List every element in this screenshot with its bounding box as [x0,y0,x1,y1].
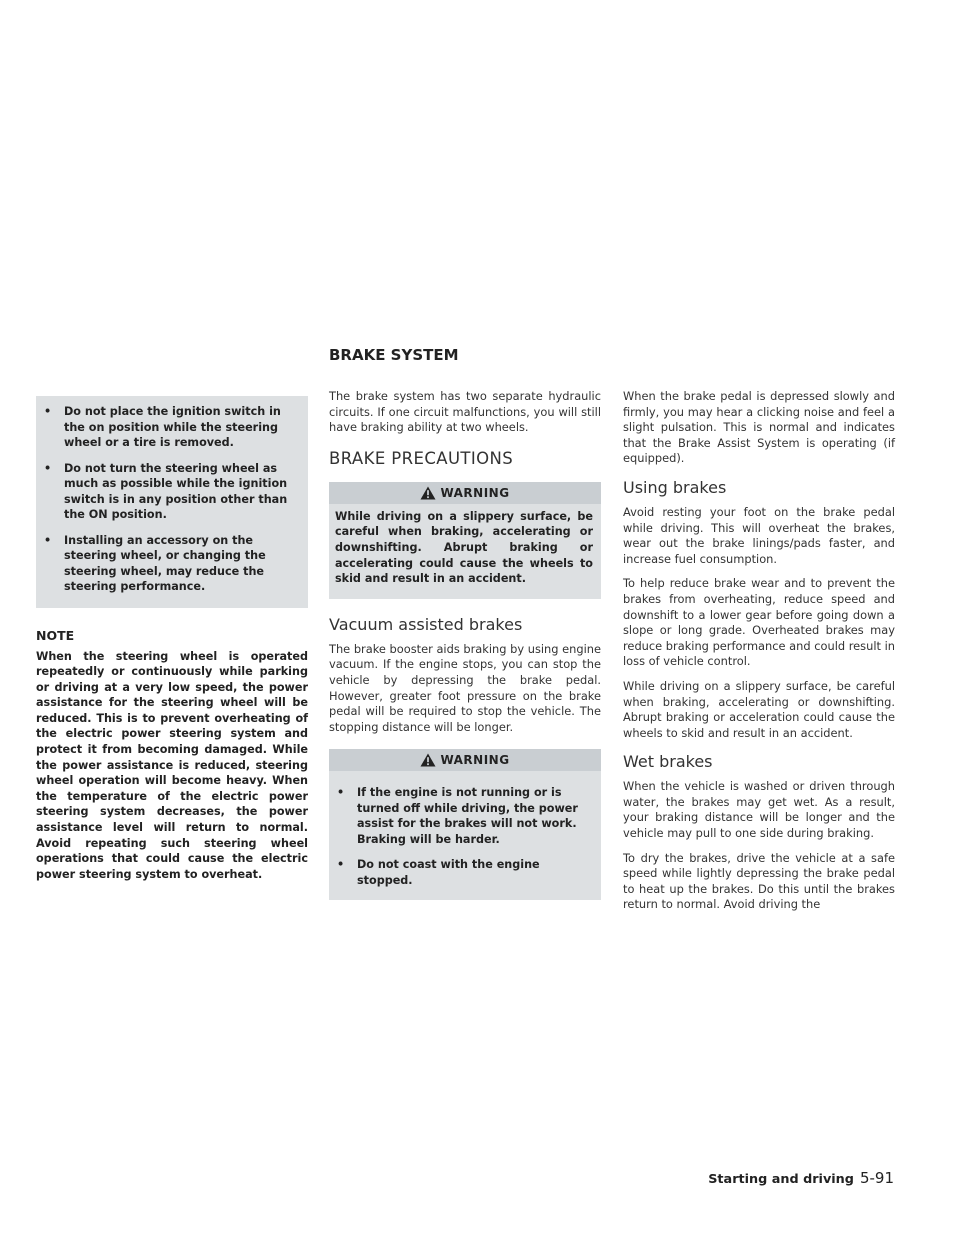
using-brakes-heading: Using brakes [623,477,727,497]
chapter-name: Starting and driving [708,1172,854,1187]
warning-bullet: • Do not place the ignition switch in the on position while the steering wheel or a tire is removed. [44,405,281,449]
column-2 [329,0,601,900]
wet-brakes-heading: Wet brakes [623,752,713,772]
page-number: 5-91 [859,1169,894,1187]
warning-bullet: • If the engine is not running or is turned off while driving, the power assist for the brakes will not work. Braking will be harder. [337,786,578,846]
wet-brakes-p1: When the vehicle is washed or driven through water, the brakes may get wet. As a result, your braking distance will be longer and the vehicle may pull to one side during braking. [623,779,895,841]
warning-triangle-icon [420,486,436,500]
warning-box-engine [329,749,601,900]
using-brakes-p2: To help reduce brake wear and to prevent the brakes from overheating, reduce speed and downshift to a lower gear before going down a slope or long grade. Overheated brakes may reduce braking performance and could result in loss of vehicle control. [623,576,895,669]
brake-precautions-heading: BRAKE PRECAUTIONS [329,448,514,468]
warning-triangle-icon [420,753,436,767]
section-title: BRAKE SYSTEM [329,346,459,364]
using-brakes-p3: While driving on a slippery surface, be careful when braking, accelerating or downshifting. Abrupt braking or acceleration could cause the wheels to skid and result in an accident. [623,678,895,740]
brake-assist-text: When the brake pedal is depressed slowly and firmly, you may hear a clicking noise and feel a slight pulsation. This is normal and indicates that the Brake Assist System is operating (if equipped). [623,389,895,466]
note-label: NOTE [36,627,75,643]
bullet-dot: • [337,858,345,872]
using-brakes-p1: Avoid resting your foot on the brake pedal while driving. This will overheat the brakes, wear out the brake linings/pads faster, and increase fuel consumption. [623,504,895,566]
column-3 [623,0,895,913]
warning-header: WARNING [329,749,601,771]
warning-bullet: • Installing an accessory on the steering wheel, or changing the steering wheel, may reduce the steering performance. [44,533,266,593]
bullet-dot: • [337,786,345,800]
warning-box-slippery [329,482,601,599]
wet-brakes-p2: To dry the brakes, drive the vehicle at a safe speed while lightly depressing the brake pedal to heat up the brakes. Do this until the brakes return to normal. Avoid driving the [623,850,895,912]
column-1 [36,0,308,882]
warning-bullet: • Do not turn the steering wheel as much as possible while the ignition switch is in any position other than the ON position. [44,461,288,521]
vacuum-text: The brake booster aids braking by using engine vacuum. If the engine stops, you can stop the vehicle by depressing the brake pedal. However, greater foot pressure on the brake pedal will be required to stop the vehicle. The stopping distance will be longer. [329,641,601,734]
brake-intro: The brake system has two separate hydraulic circuits. If one circuit malfunctions, you will still have braking ability at two wheels. [329,389,601,435]
note-text: When the steering wheel is operated repeatedly or continuously while parking or driving at a very low speed, the power assistance for the steering wheel will be reduced. This is to prevent overheating of the electric power steering system and protect it from becoming damaged. While the power assistance is reduced, steering wheel operation will become heavy. When the temperature of the electric power steering system decreases, the power assistance level will return to normal. Avoid repeating such steering wheel operations that could cause the electric power steering system to overheat. [36,649,308,881]
warning-bullet: • Do not coast with the engine stopped. [337,858,540,887]
bullet-dot: • [44,533,52,547]
warning-continued-box [36,396,308,608]
bullet-dot: • [44,405,52,418]
vacuum-heading: Vacuum assisted brakes [329,614,523,634]
bullet-dot: • [44,461,52,475]
warning-header: WARNING [329,482,601,504]
page-footer [708,1169,894,1187]
warning-text: While driving on a slippery surface, be careful when braking, accelerating or downshifting. Abrupt braking or accelerating could cause the wheels to skid and result in an accident. [335,509,593,586]
